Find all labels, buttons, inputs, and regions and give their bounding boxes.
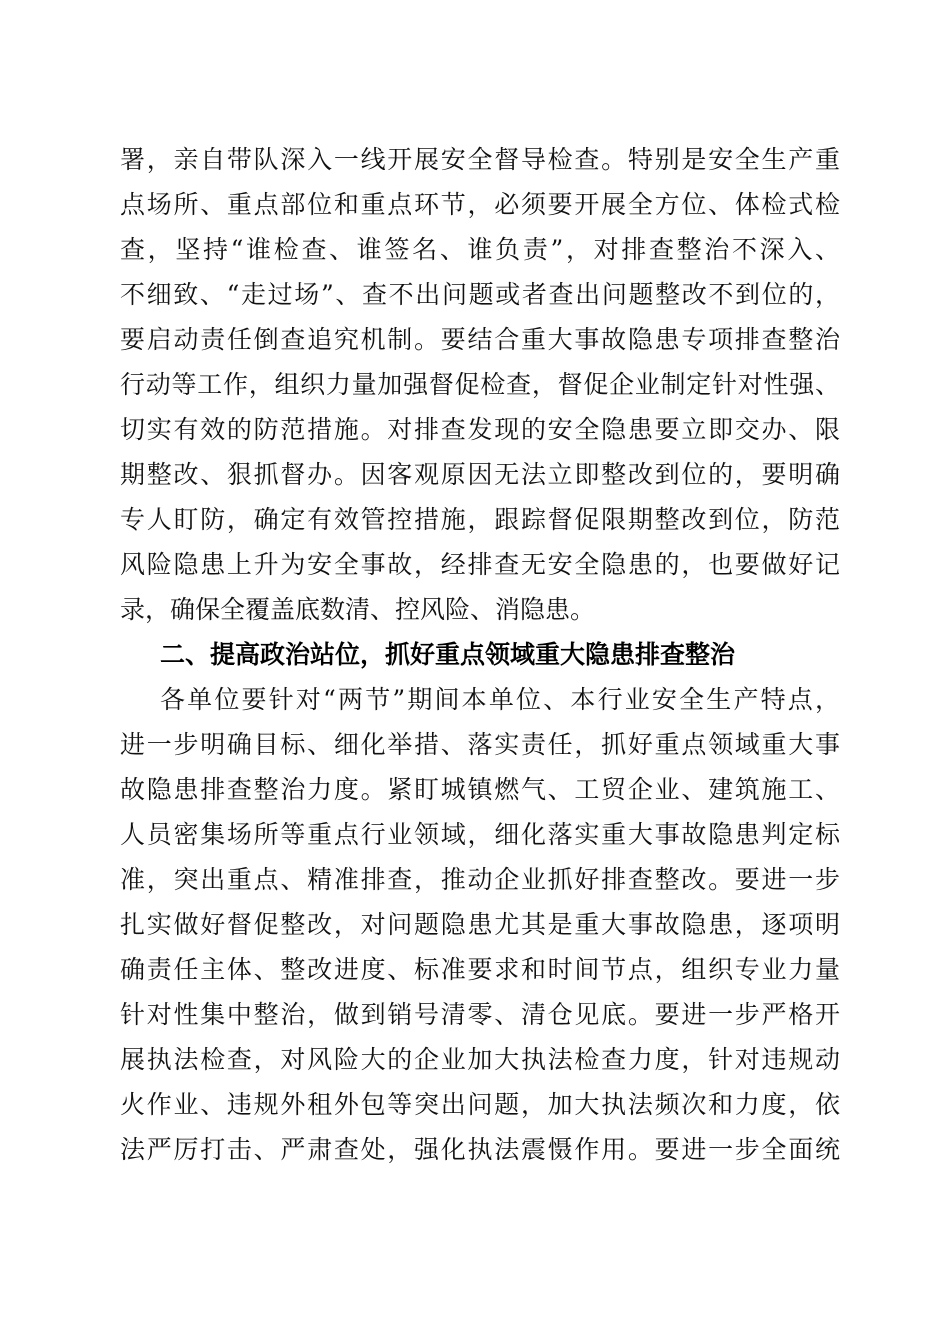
section-heading-2: 二、提高政治站位，抓好重点领域重大隐患排查整治: [160, 640, 736, 669]
paragraph-1-line-3: 查，坚持“谁检查、谁签名、谁负责”，对排查整治不深入、: [120, 235, 840, 264]
paragraph-1-line-10: 风险隐患上升为安全事故，经排查无安全隐患的，也要做好记: [120, 550, 840, 579]
paragraph-1-line-11: 录，确保全覆盖底数清、控风险、消隐患。: [120, 595, 596, 624]
paragraph-2-line-4: 人员密集场所等重点行业领域，细化落实重大事故隐患判定标: [120, 820, 840, 849]
paragraph-2-line-11: 法严厉打击、严肃查处，强化执法震慑作用。要进一步全面统: [120, 1135, 840, 1164]
paragraph-1-line-8: 期整改、狠抓督办。因客观原因无法立即整改到位的，要明确: [120, 460, 840, 489]
paragraph-1-line-6: 行动等工作，组织力量加强督促检查，督促企业制定针对性强、: [120, 370, 840, 399]
paragraph-2-line-1: 各单位要针对“两节”期间本单位、本行业安全生产特点，: [160, 685, 840, 714]
paragraph-1-line-9: 专人盯防，确定有效管控措施，跟踪督促限期整改到位，防范: [120, 505, 840, 534]
paragraph-2-line-3: 故隐患排查整治力度。紧盯城镇燃气、工贸企业、建筑施工、: [120, 775, 840, 804]
paragraph-1-line-4: 不细致、“走过场”、查不出问题或者查出问题整改不到位的，: [120, 280, 840, 309]
paragraph-2-line-7: 确责任主体、整改进度、标准要求和时间节点，组织专业力量: [120, 955, 840, 984]
paragraph-1-line-5: 要启动责任倒查追究机制。要结合重大事故隐患专项排查整治: [120, 325, 840, 354]
paragraph-2-line-6: 扎实做好督促整改，对问题隐患尤其是重大事故隐患，逐项明: [120, 910, 840, 939]
paragraph-2-line-8: 针对性集中整治，做到销号清零、清仓见底。要进一步严格开: [120, 1000, 840, 1029]
paragraph-2-line-2: 进一步明确目标、细化举措、落实责任，抓好重点领域重大事: [120, 730, 840, 759]
paragraph-2-line-9: 展执法检查，对风险大的企业加大执法检查力度，针对违规动: [120, 1045, 840, 1074]
paragraph-1-line-7: 切实有效的防范措施。对排查发现的安全隐患要立即交办、限: [120, 415, 840, 444]
paragraph-1-line-2: 点场所、重点部位和重点环节，必须要开展全方位、体检式检: [120, 190, 840, 219]
paragraph-2-line-5: 准，突出重点、精准排查，推动企业抓好排查整改。要进一步: [120, 865, 840, 894]
paragraph-1-line-1: 署，亲自带队深入一线开展安全督导检查。特别是安全生产重: [120, 145, 840, 174]
paragraph-2-line-10: 火作业、违规外租外包等突出问题，加大执法频次和力度，依: [120, 1090, 840, 1119]
